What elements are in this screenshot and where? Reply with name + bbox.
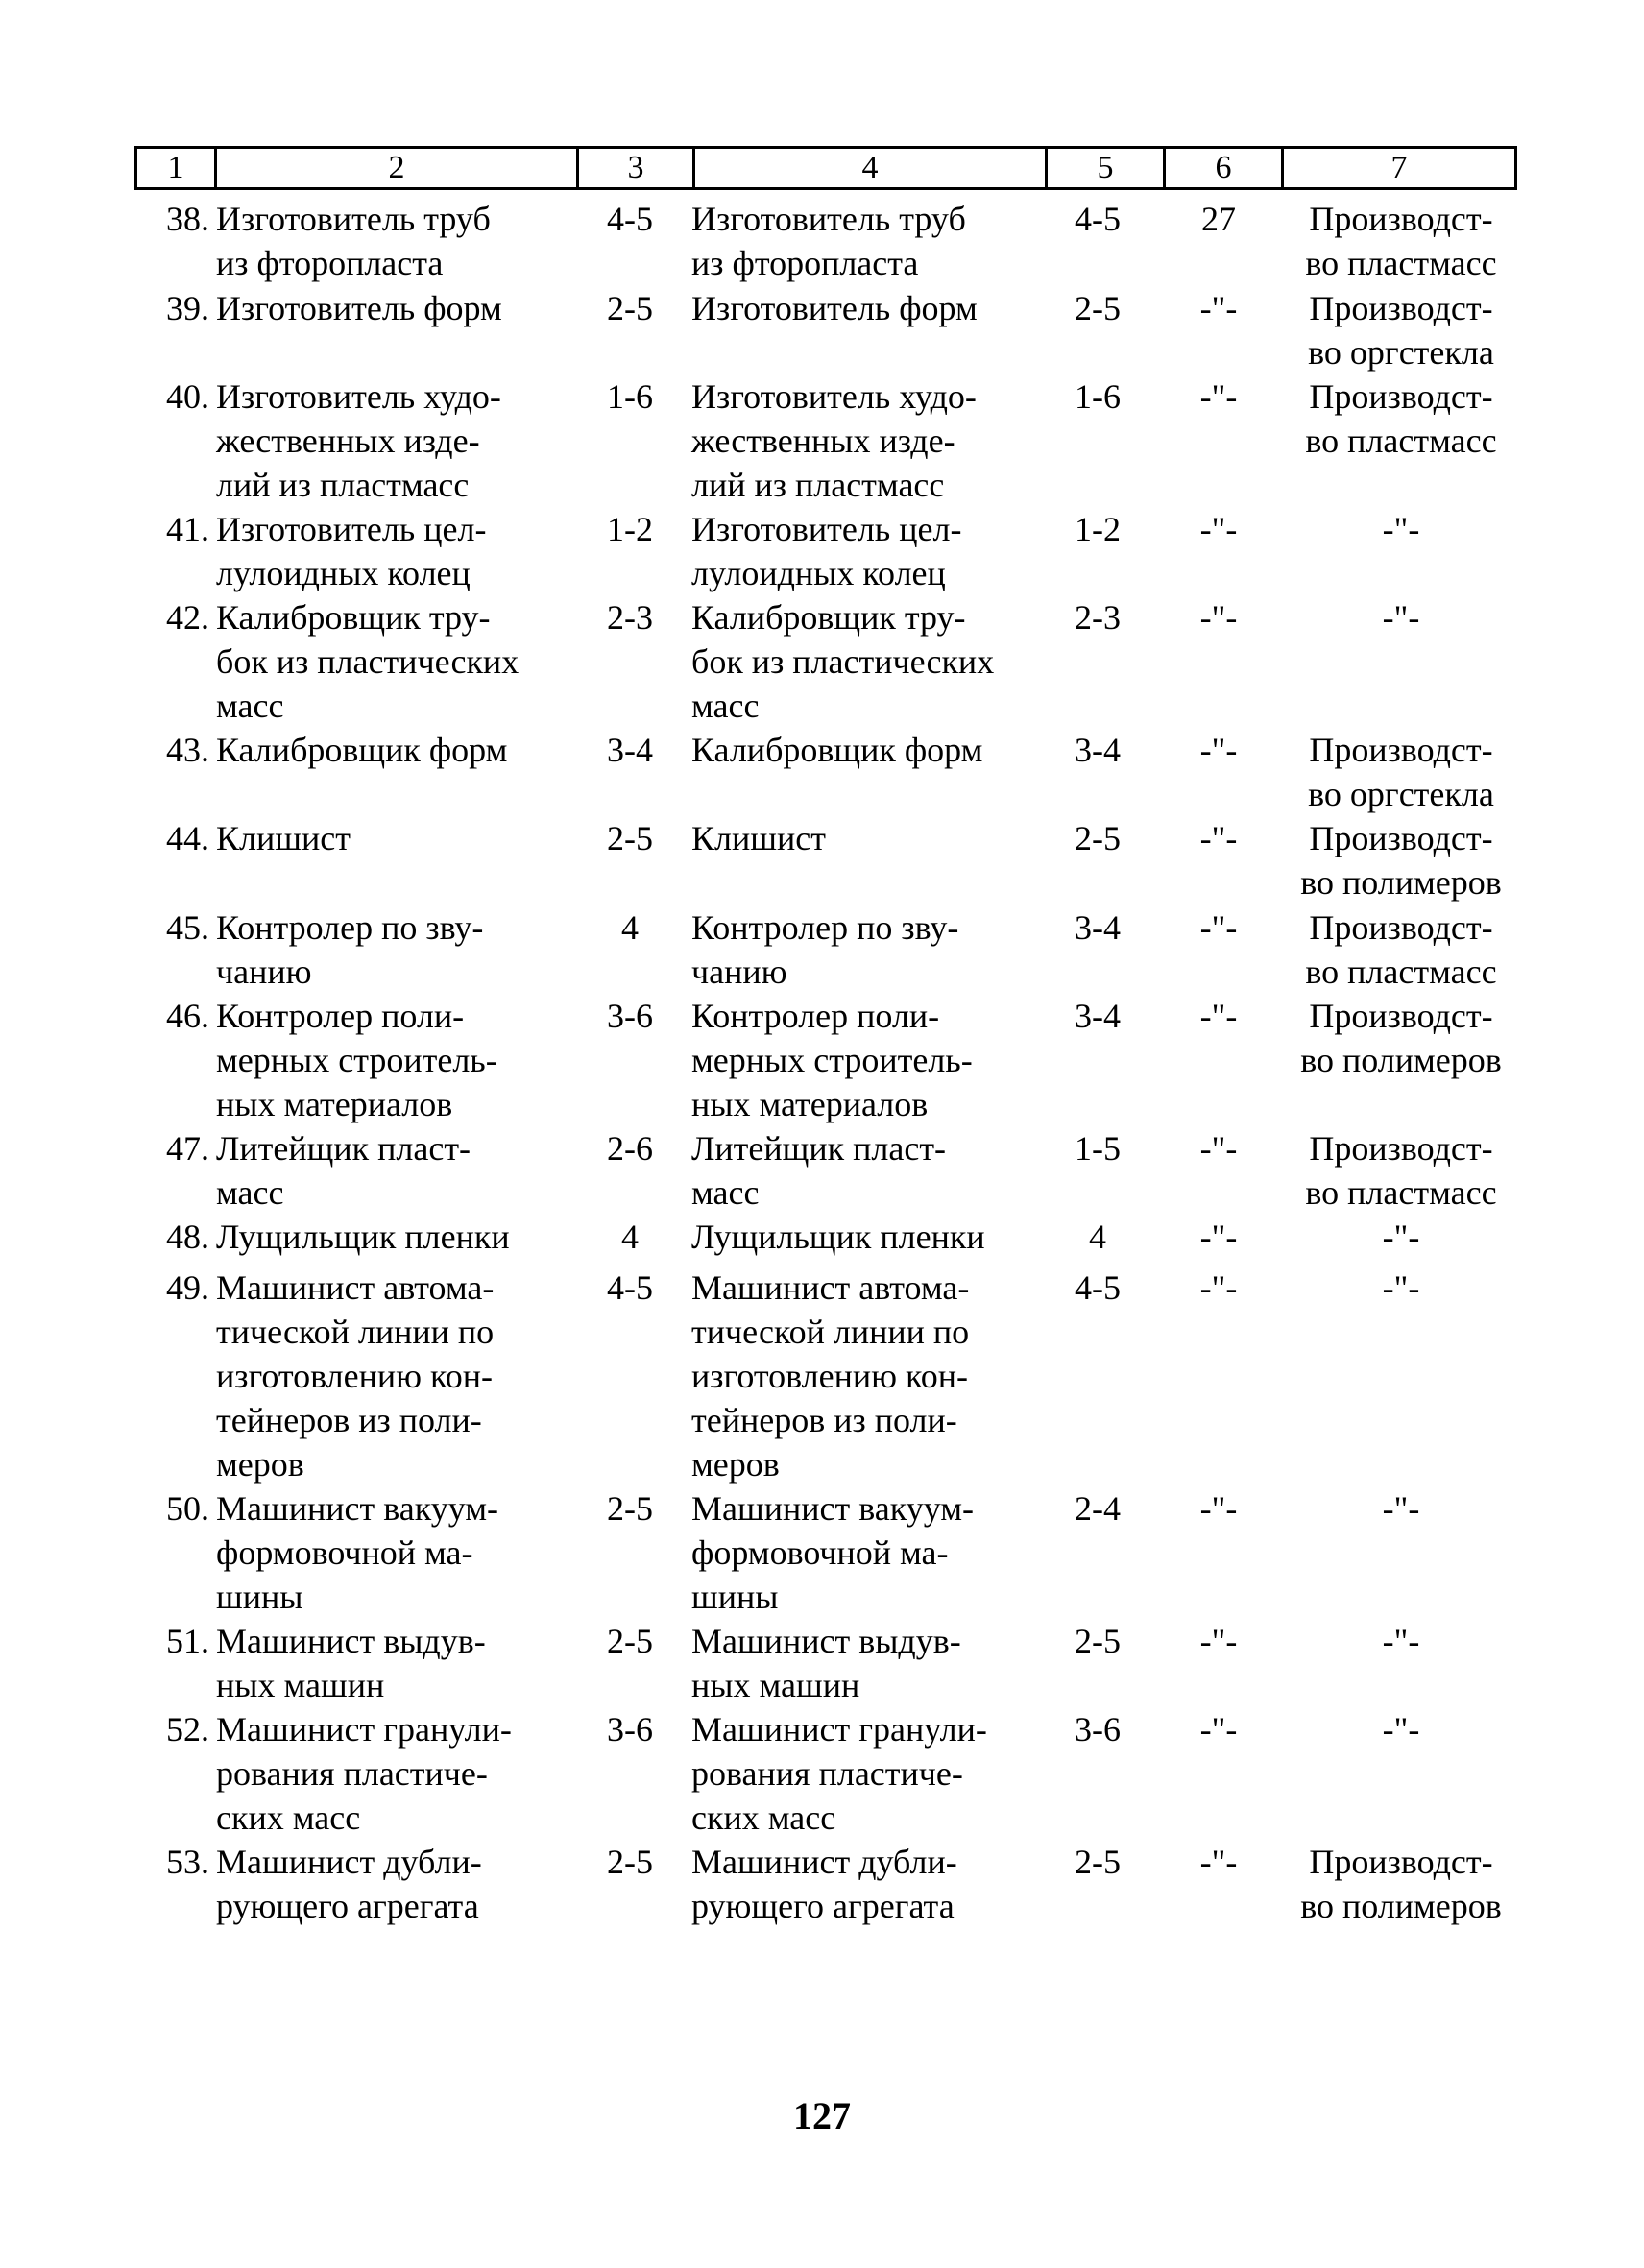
section-name: -"- — [1382, 1489, 1420, 1528]
grade-range-ets: 2-5 — [1075, 289, 1121, 327]
profession-name-ets: Лущильщик пленки — [691, 1218, 985, 1256]
profession-name-ets: Клишист — [691, 819, 826, 857]
profession-name-ets: Контролер поли- мерных строитель- ных материалов — [691, 997, 973, 1123]
row-number: 41. — [166, 510, 209, 548]
section-name: -"- — [1382, 1710, 1420, 1749]
section-name: -"- — [1382, 598, 1420, 637]
page-number: 127 — [793, 2094, 851, 2137]
grade-range-ets: 3-6 — [1075, 1710, 1121, 1749]
issue-number: -"- — [1199, 598, 1238, 637]
grade-range: 1-6 — [607, 377, 653, 416]
profession-name: Контролер по зву- чанию — [216, 908, 484, 991]
header-col-1: 1 — [167, 150, 184, 185]
row-number: 48. — [166, 1218, 209, 1256]
row-number: 44. — [166, 819, 209, 857]
grade-range-ets: 4-5 — [1075, 1268, 1121, 1307]
issue-number: -"- — [1199, 819, 1238, 857]
profession-name: Машинист автома- тической линии по изготовлению кон- тейнеров из поли- меров — [216, 1268, 495, 1484]
grade-range-ets: 1-6 — [1075, 377, 1121, 416]
grade-range: 4-5 — [607, 200, 653, 238]
section-name: Производст- во пластмасс — [1305, 1129, 1497, 1212]
row-number: 49. — [166, 1268, 209, 1307]
issue-number: -"- — [1199, 908, 1238, 947]
row-number: 46. — [166, 997, 209, 1035]
profession-name: Изготовитель цел- лулоидных колец — [216, 510, 487, 592]
issue-number: -"- — [1199, 997, 1238, 1035]
profession-name-ets: Изготовитель форм — [691, 289, 978, 327]
section-name: -"- — [1382, 510, 1420, 548]
profession-name-ets: Изготовитель труб из фторопласта — [691, 200, 966, 282]
grade-range-ets: 3-4 — [1075, 731, 1121, 769]
profession-name-ets: Контролер по зву- чанию — [691, 908, 959, 991]
row-number: 43. — [166, 731, 209, 769]
profession-name-ets: Машинист автома- тической линии по изготовлению кон- тейнеров из поли- меров — [691, 1268, 970, 1484]
header-col-6: 6 — [1215, 150, 1232, 185]
row-number: 40. — [166, 377, 209, 416]
header-col-7: 7 — [1390, 150, 1408, 185]
profession-name: Машинист гранули- рования пластиче- ских масс — [216, 1710, 512, 1837]
grade-range: 3-4 — [607, 731, 653, 769]
section-name: Производст- во оргстекла — [1308, 289, 1494, 372]
grade-range-ets: 4-5 — [1075, 200, 1121, 238]
issue-number: -"- — [1199, 289, 1238, 327]
profession-name: Калибровщик форм — [216, 731, 508, 769]
profession-name: Машинист вакуум- формовочной ма- шины — [216, 1489, 498, 1616]
issue-number: -"- — [1199, 1622, 1238, 1660]
grade-range: 2-5 — [607, 1489, 653, 1528]
issue-number: -"- — [1199, 731, 1238, 769]
header-col-3: 3 — [627, 150, 644, 185]
grade-range-ets: 1-5 — [1075, 1129, 1121, 1168]
profession-name: Калибровщик тру- бок из пластических масс — [216, 598, 520, 725]
profession-name: Изготовитель худо- жественных изде- лий из пластмасс — [216, 377, 501, 504]
section-name: Производст- во пластмасс — [1305, 200, 1497, 282]
section-name: -"- — [1382, 1622, 1420, 1660]
issue-number: -"- — [1199, 1710, 1238, 1749]
profession-name-ets: Калибровщик форм — [691, 731, 983, 769]
grade-range: 4 — [621, 908, 639, 947]
grade-range: 4-5 — [607, 1268, 653, 1307]
row-number: 47. — [166, 1129, 209, 1168]
profession-name: Изготовитель форм — [216, 289, 502, 327]
table-header — [134, 146, 1517, 190]
row-number: 51. — [166, 1622, 209, 1660]
row-number: 38. — [166, 200, 209, 238]
grade-range: 2-5 — [607, 289, 653, 327]
header-col-5: 5 — [1097, 150, 1114, 185]
grade-range: 4 — [621, 1218, 639, 1256]
grade-range: 3-6 — [607, 997, 653, 1035]
section-name: -"- — [1382, 1218, 1420, 1256]
profession-name-ets: Машинист дубли- рующего агрегата — [691, 1843, 957, 1925]
section-name: Производст- во полимеров — [1300, 1843, 1502, 1925]
profession-name: Машинист выдув- ных машин — [216, 1622, 486, 1704]
grade-range: 2-5 — [607, 819, 653, 857]
row-number: 52. — [166, 1710, 209, 1749]
grade-range-ets: 3-4 — [1075, 908, 1121, 947]
issue-number: -"- — [1199, 1129, 1238, 1168]
issue-number: -"- — [1199, 1843, 1238, 1881]
profession-name: Контролер поли- мерных строитель- ных материалов — [216, 997, 497, 1123]
row-number: 39. — [166, 289, 209, 327]
profession-name: Лущильщик пленки — [216, 1218, 510, 1256]
grade-range: 3-6 — [607, 1710, 653, 1749]
profession-name-ets: Изготовитель худо- жественных изде- лий из пластмасс — [691, 377, 977, 504]
grade-range: 2-3 — [607, 598, 653, 637]
section-name: Производст- во пластмасс — [1305, 377, 1497, 460]
header-col-4: 4 — [861, 150, 879, 185]
row-number: 53. — [166, 1843, 209, 1881]
issue-number: 27 — [1201, 200, 1236, 238]
profession-name-ets: Калибровщик тру- бок из пластических масс — [691, 598, 995, 725]
grade-range-ets: 2-5 — [1075, 1843, 1121, 1881]
grade-range: 2-5 — [607, 1622, 653, 1660]
profession-name-ets: Машинист вакуум- формовочной ма- шины — [691, 1489, 974, 1616]
profession-name-ets: Машинист гранули- рования пластиче- ских масс — [691, 1710, 987, 1837]
section-name: -"- — [1382, 1268, 1420, 1307]
grade-range-ets: 2-4 — [1075, 1489, 1121, 1528]
grade-range-ets: 1-2 — [1075, 510, 1121, 548]
row-number: 42. — [166, 598, 209, 637]
profession-name: Клишист — [216, 819, 351, 857]
section-name: Производст- во пластмасс — [1305, 908, 1497, 991]
row-number: 50. — [166, 1489, 209, 1528]
issue-number: -"- — [1199, 377, 1238, 416]
issue-number: -"- — [1199, 1218, 1238, 1256]
grade-range-ets: 2-5 — [1075, 819, 1121, 857]
section-name: Производст- во оргстекла — [1308, 731, 1494, 813]
issue-number: -"- — [1199, 1489, 1238, 1528]
section-name: Производст- во полимеров — [1300, 997, 1502, 1079]
header-col-2: 2 — [388, 150, 405, 185]
issue-number: -"- — [1199, 1268, 1238, 1307]
grade-range: 1-2 — [607, 510, 653, 548]
grade-range-ets: 3-4 — [1075, 997, 1121, 1035]
grade-range-ets: 2-3 — [1075, 598, 1121, 637]
grade-range-ets: 2-5 — [1075, 1622, 1121, 1660]
grade-range-ets: 4 — [1089, 1218, 1106, 1256]
profession-name-ets: Литейщик пласт- масс — [691, 1129, 947, 1212]
profession-name-ets: Машинист выдув- ных машин — [691, 1622, 961, 1704]
profession-name: Машинист дубли- рующего агрегата — [216, 1843, 482, 1925]
section-name: Производст- во полимеров — [1300, 819, 1502, 902]
issue-number: -"- — [1199, 510, 1238, 548]
row-number: 45. — [166, 908, 209, 947]
grade-range: 2-6 — [607, 1129, 653, 1168]
profession-name-ets: Изготовитель цел- лулоидных колец — [691, 510, 962, 592]
profession-name: Литейщик пласт- масс — [216, 1129, 471, 1212]
profession-name: Изготовитель труб из фторопласта — [216, 200, 491, 282]
grade-range: 2-5 — [607, 1843, 653, 1881]
